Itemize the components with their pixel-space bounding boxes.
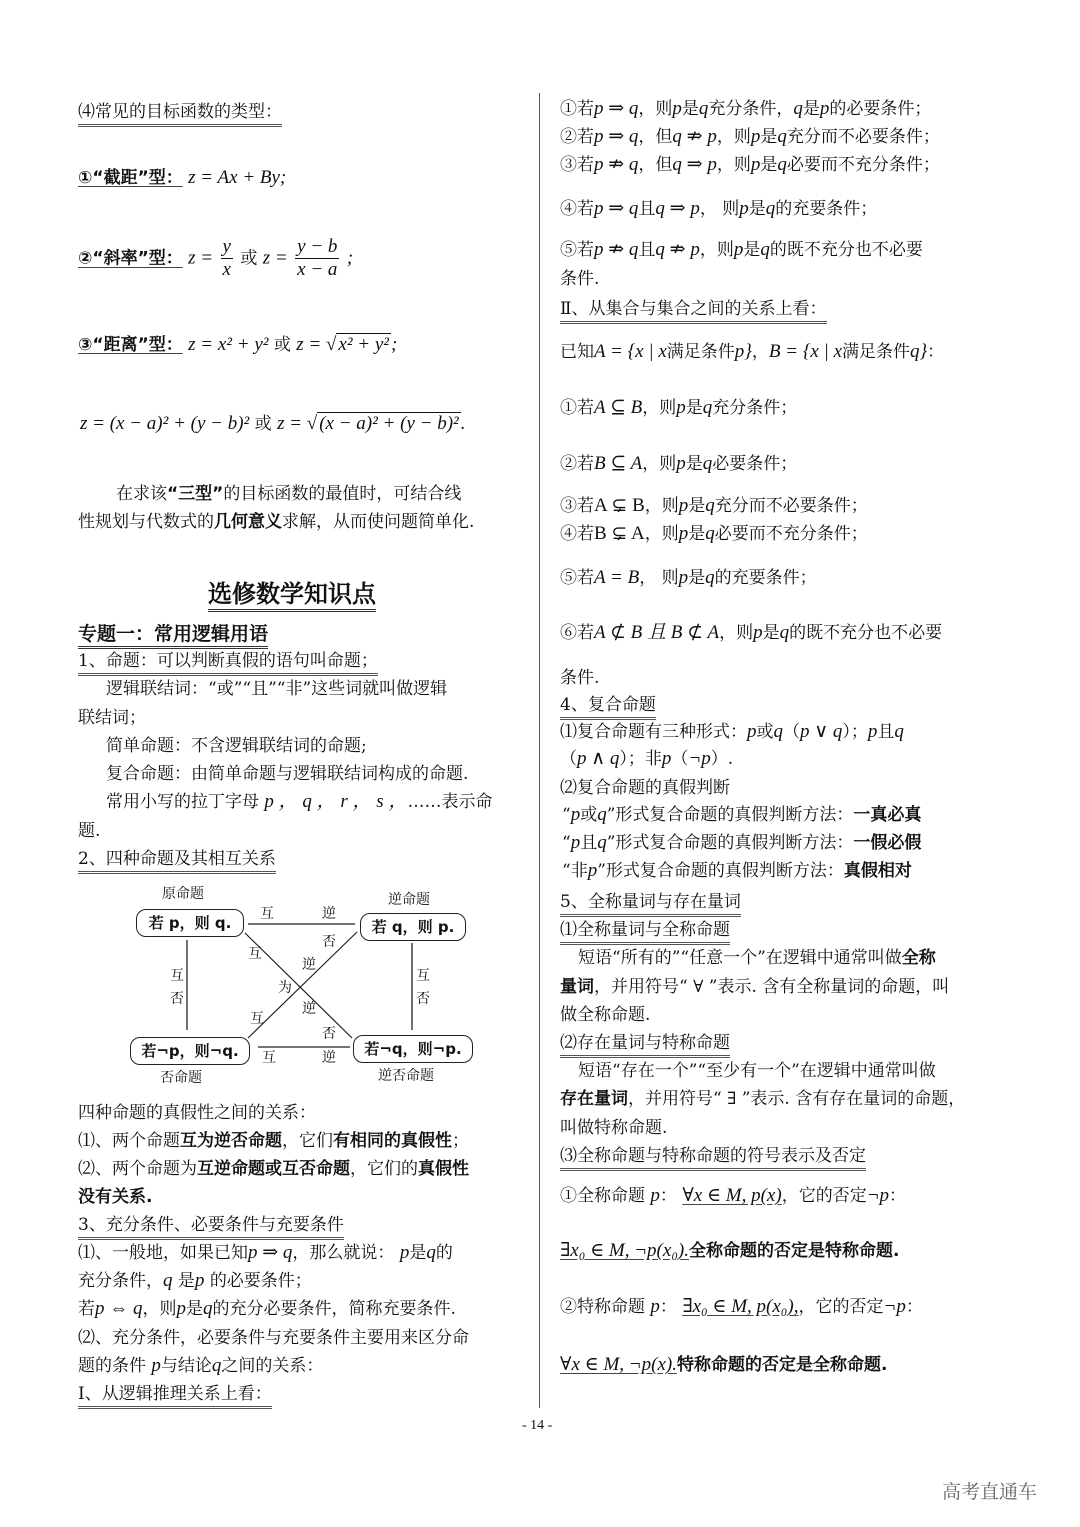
truth-heading: 四种命题的真假性之间的关系： [78, 1103, 316, 1123]
sec4-line3: ⑵复合命题的真假判断 [560, 778, 730, 798]
converse-title: 逆命题 [388, 892, 430, 908]
type-slope-label: ②“斜率”型： [78, 248, 183, 269]
fraction-slope: $\frac{y - b}{x - a}$ [297, 236, 338, 280]
summary-line-2: 性规划与代数式的几何意义求解，从而使问题简单化. [78, 512, 475, 532]
truth-rule-2-cont: 没有关系. [78, 1187, 153, 1207]
sec3-line2: 充分条件，q 是p 的必要条件； [78, 1270, 312, 1291]
type-intercept [78, 167, 286, 189]
sec4-heading: 4、复合命题 [560, 694, 656, 720]
set-rule-5: ⑤若A = B， 则p是q的充要条件； [560, 567, 817, 588]
sec1-heading: 1、命题：可以判断真假的语句叫命题； [78, 650, 378, 676]
type-distance-general: z = (x − a)² + (y − b)² 或 z = √ (x − a)² + (y − b)² . [80, 413, 466, 434]
set-rule-4: ④若B ⊊ A，则p是q必要而不充分条件； [560, 523, 868, 544]
sec4-line1: ⑴复合命题有三种形式：p或q（p ∨ q）；p且q [560, 721, 904, 742]
truth-rule-1: ⑴、两个命题互为逆否命题，它们有相同的真假性； [78, 1131, 469, 1151]
main-title: 选修数学知识点 [208, 574, 376, 612]
four-propositions-diagram: 原命题 若 p，则 q. 逆命题 若 q，则 p. 若¬p，则¬q. 否命题 若¬q，则¬p. 逆否命题 互 逆 互 逆 互 否 互 否 互 否 逆 为 逆 互 否 [120, 875, 490, 1090]
converse-box: 若 q，则 p. [360, 913, 466, 941]
set-rule-2: ②若B ⊆ A，则p是q必要条件； [560, 453, 798, 474]
fraction-y-over-x: $\frac{y}{x}$ [222, 236, 231, 280]
sec4-line2: （p ∧ q）；非p（¬p）. [560, 748, 734, 769]
logic-rule-2: ②若p ⇒ q，但q ⇏ p，则p是q充分而不必要条件； [560, 126, 940, 147]
universal-negation-line1: ①全称命题 p： ∀x ∈ M, p(x)，它的否定¬p： [560, 1185, 907, 1206]
original-title: 原命题 [162, 886, 204, 902]
set-rule-1: ①若A ⊆ B，则p是q充分条件； [560, 397, 798, 418]
type-intercept-label: ①“截距”型： [78, 168, 183, 188]
sec5-sub2: ⑵存在量词与特称命题 [560, 1032, 730, 1058]
sec1-line3: 简单命题：不含逻辑联结词的命题; [106, 736, 367, 756]
sec1-line4: 复合命题：由简单命题与逻辑联结词构成的命题. [106, 764, 469, 784]
sec3-line4: ⑵、充分条件，必要条件与充要条件主要用来区分命 [78, 1328, 469, 1348]
sec3-heading: 3、充分条件、必要条件与充要条件 [78, 1214, 344, 1240]
type-intercept-formula: z = Ax + By; [188, 167, 287, 188]
sec3-part1-heading: Ⅰ、从逻辑推理关系上看： [78, 1383, 272, 1409]
type-distance: ③“距离”型： z = x² + y² 或 z = √ x² + y² ; [78, 334, 398, 355]
existential-negation-line1: ②特称命题 p： ∃x₀ ∈ M, p(x₀),，它的否定¬p： [560, 1296, 923, 1317]
watermark: 高考直通车 [942, 1481, 1038, 1503]
logic-rule-1: ①若p ⇒ q，则p是q充分条件，q是p的必要条件； [560, 98, 932, 119]
sec3-line3: 若p ⇔ q，则p是q的充分必要条件，简称充要条件. [78, 1298, 456, 1319]
sec5-sub3: ⑶全称命题与特称命题的符号表示及否定 [560, 1145, 866, 1171]
sec3-line5: 题的条件 p与结论q之间的关系： [78, 1355, 324, 1376]
inverse-title: 否命题 [160, 1070, 202, 1086]
existential-negation-line2: ∀x ∈ M, ¬p(x).特称命题的否定是全称命题. [560, 1354, 888, 1375]
page-number: - 14 - [522, 1418, 553, 1433]
type-slope: ②“斜率”型： z = $\frac{y}{x}$ 或 z = $\frac{y - b}{x - a}$ ; [78, 236, 354, 280]
logic-rule-5: ⑤若p ⇏ q且q ⇏ p，则p是q的既不充分也不必要 [560, 239, 923, 260]
truth-rule-2: ⑵、两个命题为互逆命题或互否命题，它们的真假性 [78, 1159, 469, 1179]
sec5-p2-line2: 存在量词，并用符号“ ∃ ”表示. 含有存在量词的命题， [560, 1089, 966, 1109]
sec5-p1-line3: 做全称命题. [560, 1005, 651, 1025]
type-distance-label: ③“距离”型： [78, 335, 183, 355]
objective-types-heading: ⑷常见的目标函数的类型： [78, 101, 282, 127]
sec5-sub1: ⑴全称量词与全称命题 [560, 919, 730, 945]
logic-rule-3: ③若p ⇏ q，但q ⇒ p，则p是q必要而不充分条件； [560, 154, 940, 175]
column-divider [539, 93, 540, 1408]
sec3-line1: ⑴、一般地，如果已知p ⇒ q，那么就说： p是q的 [78, 1242, 453, 1263]
sec4-line5: “p且q”形式复合命题的真假判断方法：一假必假 [562, 832, 922, 853]
sec1-line2: 联结词； [78, 708, 146, 728]
contrapositive-box: 若¬q，则¬p. [353, 1035, 473, 1063]
sec4-line6: “非p”形式复合命题的真假判断方法：真假相对 [562, 860, 912, 881]
set-rule-3: ③若A ⊊ B，则p是q充分而不必要条件； [560, 495, 868, 516]
original-box: 若 p，则 q. [136, 909, 244, 937]
universal-negation-line2: ∃x₀ ∈ M, ¬p(x₀).全称命题的否定是特称命题. [560, 1240, 900, 1261]
sec1-line5: 常用小写的拉丁字母 p ， q ， r ， s ，……表示命 [106, 791, 493, 812]
sec4-line4: “p或q”形式复合命题的真假判断方法：一真必真 [562, 804, 922, 825]
sec5-heading: 5、全称量词与存在量词 [560, 891, 741, 917]
set-rule-6: ⑥若A ⊄ B 且 B ⊄ A，则p是q的既不充分也不必要 [560, 622, 943, 643]
logic-rule-4: ④若p ⇒ q且q ⇒ p， 则p是q的充要条件； [560, 198, 878, 219]
sec5-p1-line2: 量词，并用符号“ ∀ ”表示. 含有全称量词的命题，叫 [560, 977, 950, 997]
sec5-p2-line3: 叫做特称命题. [560, 1118, 668, 1138]
topic-title: 专题一：常用逻辑用语 [78, 619, 268, 649]
inverse-box: 若¬p，则¬q. [130, 1037, 250, 1065]
sec5-p1-line1: 短语“所有的”“任意一个”在逻辑中通常叫做全称 [578, 948, 936, 968]
contrapositive-title: 逆否命题 [378, 1068, 434, 1084]
sec2-heading: 2、四种命题及其相互关系 [78, 848, 276, 874]
set-rule-6-cont: 条件. [560, 668, 600, 688]
sets-heading: Ⅱ、从集合与集合之间的关系上看： [560, 298, 827, 324]
sets-definition: 已知A = {x | x满足条件p}，B = {x | x满足条件q}： [560, 341, 945, 362]
sec1-line6: 题. [78, 821, 101, 841]
summary-line-1: 在求该“三型”的目标函数的最值时，可结合线 [116, 484, 462, 504]
logic-rule-5-cont: 条件. [560, 269, 600, 289]
sec1-line1: 逻辑联结词：“或”“且”“非”这些词就叫做逻辑 [106, 679, 448, 699]
sec5-p2-line1: 短语“存在一个”“至少有一个”在逻辑中通常叫做 [578, 1061, 936, 1081]
